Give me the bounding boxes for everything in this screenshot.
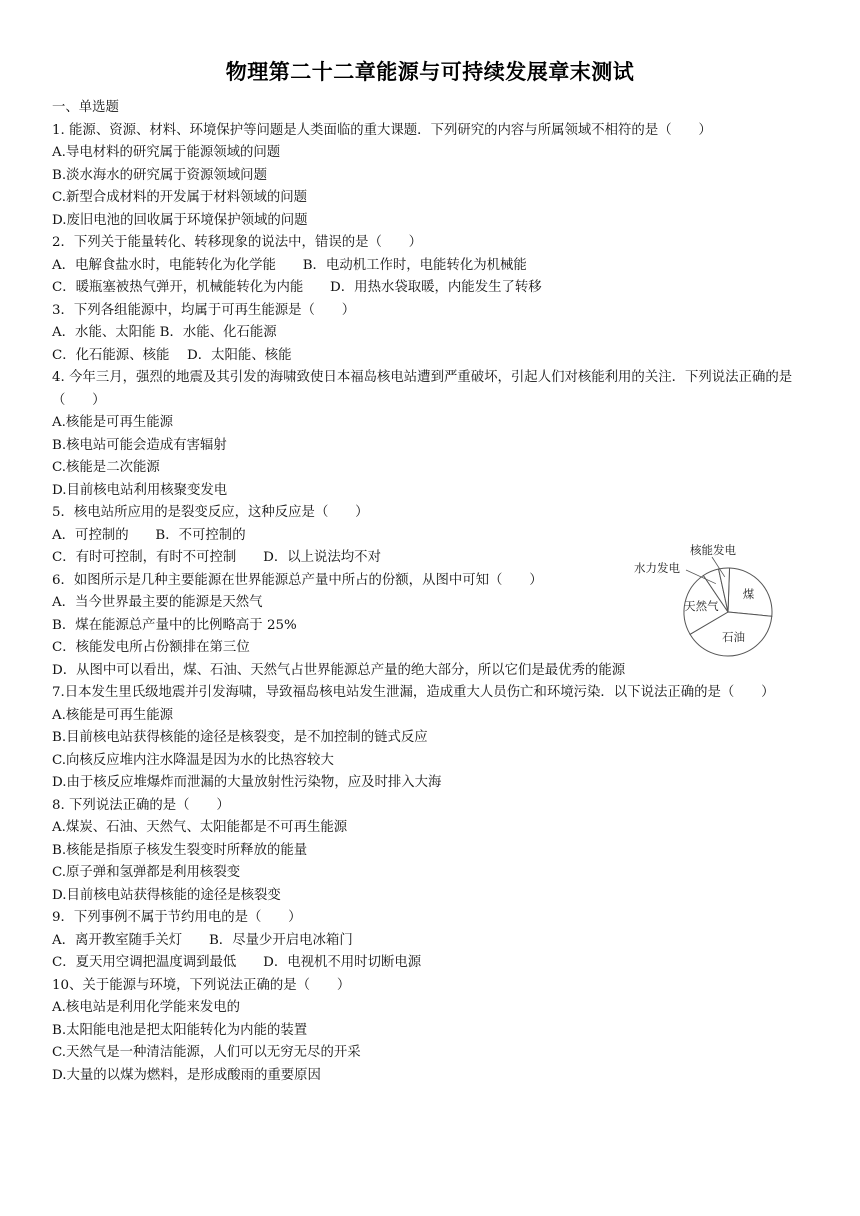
- question-line: D.目前核电站获得核能的途径是核裂变: [52, 887, 281, 903]
- question-line: C．有时可控制，有时不可控制 D．以上说法均不对: [52, 550, 381, 565]
- question-line: A．离开教室随手关灯 B．尽量少开启电冰箱门: [52, 932, 353, 948]
- question-line: C.天然气是一种清洁能源，人们可以无穷无尽的开采: [52, 1045, 361, 1060]
- question-line: B.目前核电站获得核能的途径是核裂变，是不加控制的链式反应: [52, 730, 428, 745]
- question-line: C．核能发电所占份额排在第三位: [52, 640, 250, 655]
- question-line: C．化石能源、核能 D．太阳能、核能: [52, 347, 292, 363]
- pie-label: 天然气: [684, 598, 719, 613]
- energy-pie-chart: [628, 540, 778, 660]
- question-line: A.煤炭、石油、天然气、太阳能都是不可再生能源: [52, 820, 348, 835]
- question-line: D.废旧电池的回收属于环境保护领域的问题: [52, 212, 308, 228]
- question-line: 10、关于能源与环境，下列说法正确的是（ ）: [52, 977, 351, 993]
- question-line: B.太阳能电池是把太阳能转化为内能的装置: [52, 1022, 308, 1038]
- question-line: 4. 今年三月，强烈的地震及其引发的海啸致使日本福岛核电站遭到严重破坏，引起人们对核能利用的关注．下列说法正确的是（ ）: [52, 370, 793, 408]
- pie-label: 核能发电: [690, 543, 736, 557]
- question-line: 9．下列事例不属于节约用电的是（ ）: [52, 910, 302, 925]
- question-line: A.导电材料的研究属于能源领域的问题: [52, 145, 281, 160]
- question-line: B．煤在能源总产量中的比例略高于 25%: [52, 617, 297, 633]
- question-line: C.原子弹和氢弹都是利用核裂变: [52, 865, 241, 880]
- question-line: B.核能是指原子核发生裂变时所释放的能量: [52, 842, 308, 858]
- question-line: B.淡水海水的研究属于资源领域问题: [52, 167, 267, 183]
- question-line: D.大量的以煤为燃料，是形成酸雨的重要原因: [52, 1067, 321, 1083]
- question-line: 8. 下列说法正确的是（ ）: [52, 797, 230, 813]
- question-line: A．当今世界最主要的能源是天然气: [52, 595, 263, 610]
- question-line: C．夏天用空调把温度调到最低 D．电视机不用时切断电源: [52, 955, 422, 970]
- pie-label: 煤: [742, 587, 755, 602]
- question-line: A．可控制的 B．不可控制的: [52, 527, 246, 543]
- pie-label: 水力发电: [634, 561, 680, 575]
- question-line: 1. 能源、资源、材料、环境保护等问题是人类面临的重大课题．下列研究的内容与所属领域不相符的是（ ）: [52, 122, 712, 138]
- question-line: C．暖瓶塞被热气弹开，机械能转化为内能 D．用热水袋取暖，内能发生了转移: [52, 280, 542, 295]
- question-line: D．从图中可以看出，煤、石油、天然气占世界能源总产量的绝大部分，所以它们是最优秀的能源: [52, 662, 626, 678]
- question-line: C.核能是二次能源: [52, 460, 160, 475]
- question-line: 6．如图所示是几种主要能源在世界能源总产量中所占的份额，从图中可知（ ）: [52, 572, 543, 588]
- page-title: 物理第二十二章能源与可持续发展章末测试: [225, 60, 635, 84]
- question-line: A.核能是可再生能源: [52, 707, 174, 723]
- pie-label: 石油: [721, 629, 745, 644]
- question-line: D.由于核反应堆爆炸而泄漏的大量放射性污染物，应及时排入大海: [52, 775, 442, 790]
- question-line: A．水能、太阳能 B．水能、化石能源: [52, 325, 277, 340]
- question-line: D.目前核电站利用核聚变发电: [52, 482, 228, 498]
- question-line: A．电解食盐水时，电能转化为化学能 B．电动机工作时，电能转化为机械能: [52, 257, 527, 273]
- question-line: B.核电站可能会造成有害辐射: [52, 437, 227, 453]
- question-line: C.向核反应堆内注水降温是因为水的比热容较大: [52, 752, 334, 768]
- question-line: A.核能是可再生能源: [52, 415, 174, 430]
- question-line: 3．下列各组能源中，均属于可再生能源是（ ）: [52, 302, 356, 318]
- question-line: 2．下列关于能量转化、转移现象的说法中，错误的是（ ）: [52, 235, 423, 250]
- question-line: 5．核电站所应用的是裂变反应，这种反应是（ ）: [52, 505, 369, 520]
- question-line: C.新型合成材料的开发属于材料领域的问题: [52, 190, 308, 205]
- question-line: 7.日本发生里氏级地震并引发海啸，导致福岛核电站发生泄漏，造成重大人员伤亡和环境污染．以下说法正确的是（ ）: [52, 685, 775, 700]
- section-heading: 一、单选题: [52, 100, 119, 115]
- question-line: A.核电站是利用化学能来发电的: [52, 1000, 241, 1015]
